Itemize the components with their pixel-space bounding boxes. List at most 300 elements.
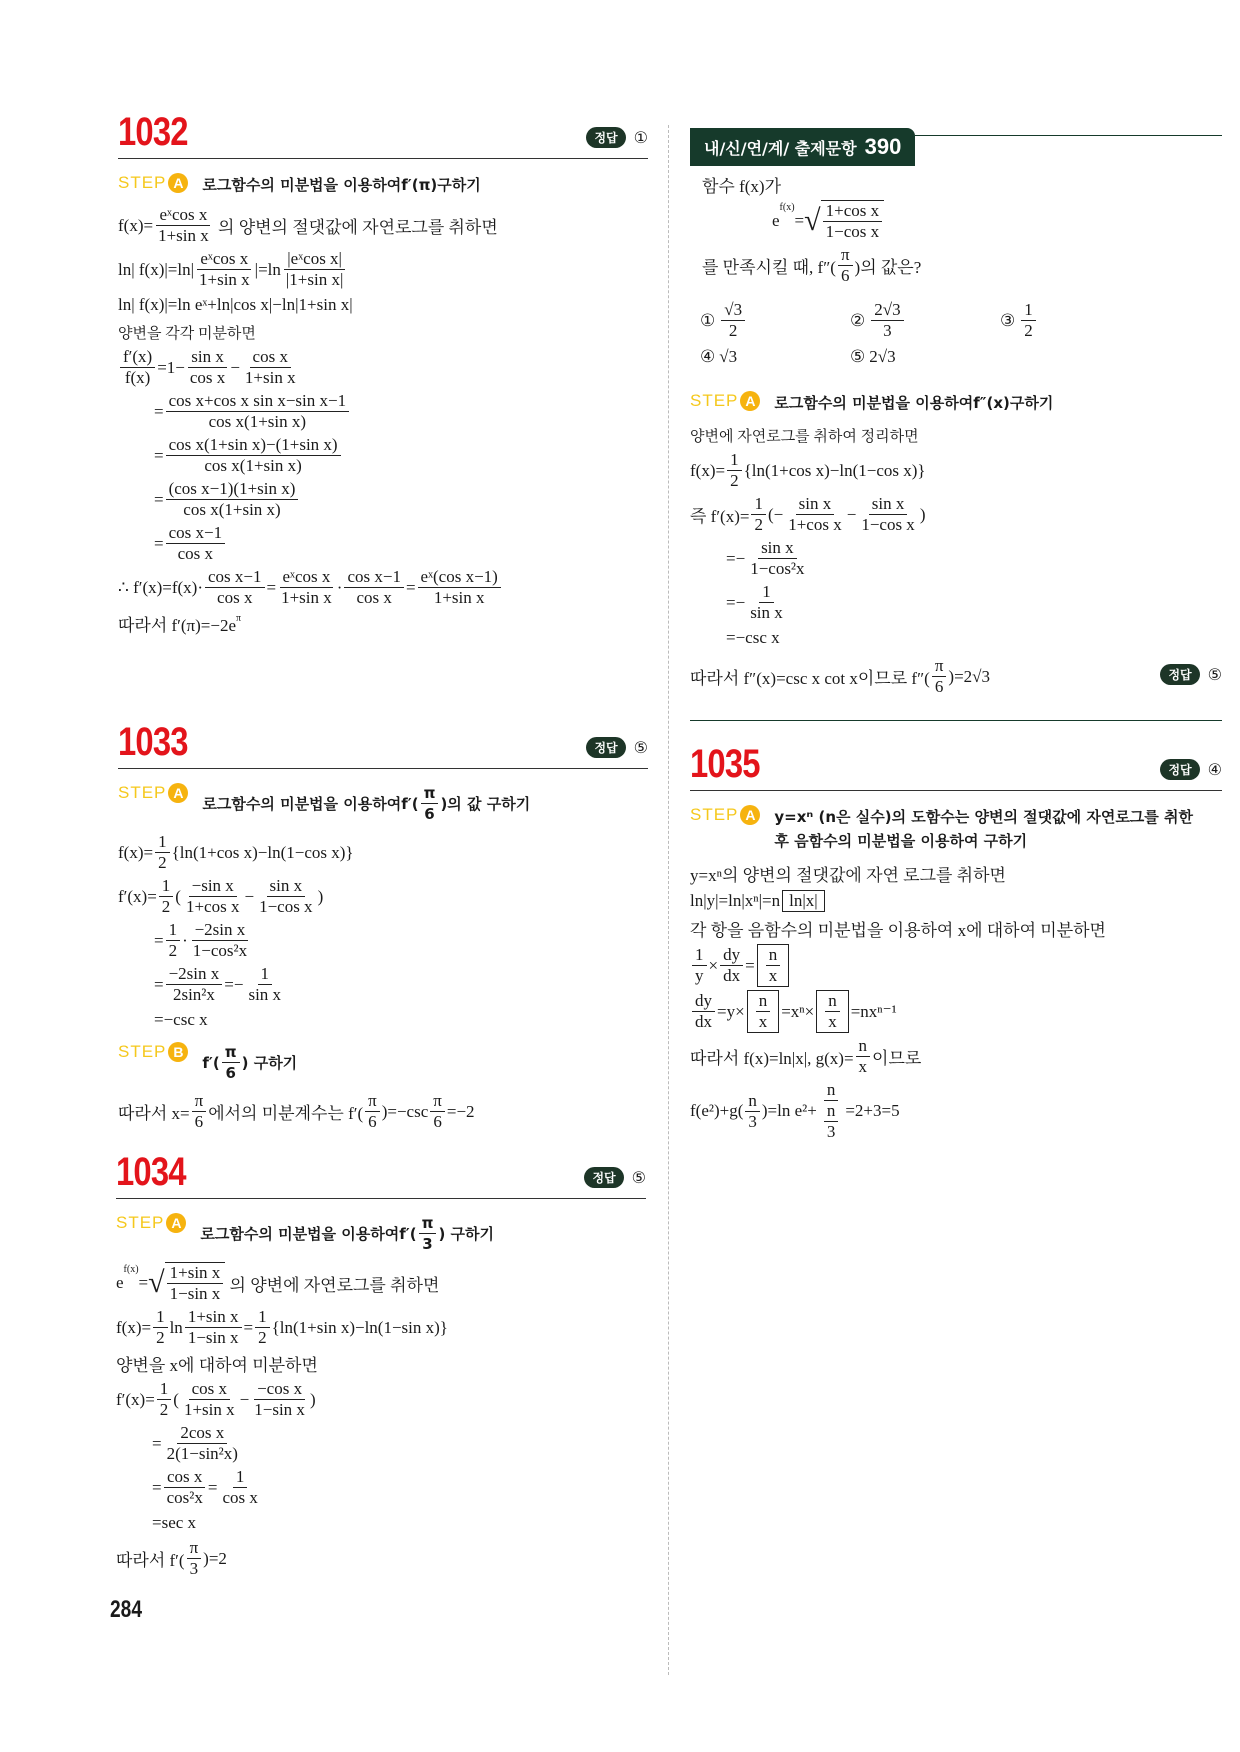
problem-header	[118, 112, 648, 159]
choice-option[interactable]	[850, 347, 1000, 367]
denominator	[819, 1101, 844, 1142]
blank-box	[747, 990, 780, 1033]
problem-number: 1034	[116, 1150, 186, 1194]
math-text: 1−sin x	[187, 1328, 239, 1347]
fraction	[166, 479, 299, 520]
math-text: (−	[767, 504, 784, 524]
math-line	[118, 347, 648, 388]
math-text: 1	[158, 832, 167, 851]
math-line	[690, 889, 1222, 913]
step-letter-icon: A	[740, 391, 760, 411]
numerator	[284, 249, 345, 270]
math-line	[116, 1307, 646, 1348]
square-root	[148, 1262, 225, 1304]
radical-sign: √	[148, 1266, 165, 1299]
step-title	[774, 391, 1053, 415]
math-text: 1	[161, 876, 171, 895]
numerator	[189, 876, 237, 897]
numerator	[1021, 300, 1036, 321]
math-text: )=2	[203, 1548, 227, 1568]
numerator	[197, 249, 251, 270]
solution-1032	[118, 112, 648, 639]
math-text: cos x−1	[208, 567, 262, 586]
radicand	[821, 200, 885, 242]
math-text: |eˣcos x|	[287, 249, 342, 268]
answer	[1160, 664, 1222, 685]
denominator	[196, 270, 253, 290]
denominator	[419, 1234, 435, 1254]
math-line	[690, 861, 1222, 886]
math-text: 로그함수의 미분법을 이용하여	[202, 176, 402, 194]
fraction	[164, 1423, 241, 1464]
fraction	[166, 964, 223, 1005]
denominator	[187, 368, 228, 388]
numerator	[932, 656, 947, 677]
fraction	[421, 783, 439, 824]
solution-1033	[118, 722, 648, 1135]
math-text: −	[230, 357, 240, 377]
math-text: )=ln e²+	[761, 1101, 817, 1120]
fraction	[418, 567, 501, 608]
fraction	[823, 201, 883, 242]
answer-badge: 정답	[1160, 664, 1199, 685]
fraction	[157, 1379, 172, 1420]
math-line	[118, 523, 648, 564]
numerator	[192, 920, 249, 941]
step-title	[202, 173, 480, 197]
denominator	[785, 515, 845, 535]
math-line	[116, 1511, 646, 1535]
denominator	[421, 804, 437, 824]
fraction	[283, 249, 346, 290]
fraction	[745, 1091, 760, 1132]
fraction	[185, 1307, 242, 1348]
math-text: f′(x)	[123, 347, 153, 366]
denominator	[122, 368, 153, 388]
math-text: 양변에 자연로그를 취하여 정리하면	[690, 428, 919, 445]
math-text: 3	[189, 1559, 199, 1578]
math-text: 1	[754, 494, 763, 513]
numerator	[164, 1467, 205, 1488]
math-text: (	[173, 1389, 179, 1409]
math-text: 1	[260, 964, 270, 983]
math-text: 2	[728, 321, 738, 340]
answer-value: ⑤	[633, 738, 648, 757]
numerator	[205, 567, 265, 588]
superscript: f(x)	[123, 1264, 139, 1275]
math-line	[690, 582, 1222, 623]
denominator	[164, 1444, 241, 1464]
math-text: =	[405, 577, 416, 597]
math-text: f′(	[399, 1224, 417, 1243]
solution-body	[118, 783, 648, 1132]
problem-header	[116, 1152, 646, 1199]
step-letter-icon: A	[168, 173, 188, 193]
choice-option[interactable]	[850, 300, 1000, 341]
banner-label	[690, 128, 915, 166]
math-text: 1−cos²x	[750, 559, 805, 578]
denominator	[747, 603, 786, 623]
math-text: =xⁿ×	[781, 1001, 815, 1021]
math-text: 1	[762, 582, 771, 601]
math-text: 따라서 f′(π)=−2e	[118, 616, 237, 635]
math-text: =	[154, 401, 164, 421]
step-heading	[690, 805, 1222, 853]
fraction	[120, 347, 155, 388]
math-line	[702, 172, 1222, 197]
problem-number: 1033	[118, 720, 188, 764]
denominator	[256, 897, 316, 917]
math-text: cos x	[189, 368, 226, 387]
math-text: f′(	[401, 794, 419, 813]
math-text: −2sin x	[194, 920, 246, 939]
step-heading	[118, 1042, 648, 1083]
numerator	[156, 205, 210, 226]
step-label: STEP	[118, 173, 167, 192]
fraction	[196, 249, 253, 290]
fraction	[365, 1091, 380, 1132]
step-label: STEP	[118, 1042, 167, 1061]
math-text: 따라서 f′(	[116, 1551, 185, 1570]
numerator	[258, 964, 273, 985]
math-text: 1	[159, 1379, 169, 1398]
numerator	[250, 347, 291, 368]
choice-option[interactable]	[700, 300, 850, 341]
fraction	[166, 523, 226, 564]
numerator	[166, 435, 341, 456]
math-text: 1−sin x	[254, 1400, 305, 1419]
numerator	[796, 494, 835, 515]
answer-value: ⑤	[1207, 665, 1222, 684]
numerator	[267, 876, 306, 897]
step-letter-icon: A	[166, 1213, 186, 1233]
math-text: )	[309, 1389, 316, 1409]
math-text: {ln(1+cos x)−ln(1−cos x)}	[743, 460, 926, 480]
numerator	[166, 920, 181, 941]
denominator	[932, 677, 947, 697]
math-text: dy	[695, 991, 712, 1010]
math-text: 2	[161, 897, 171, 916]
math-text: π	[423, 784, 436, 802]
math-text: eˣcos x	[282, 567, 331, 586]
math-text: =	[154, 489, 164, 509]
math-text: π	[194, 1091, 204, 1110]
numerator	[192, 1091, 207, 1112]
problem-number: 1032	[118, 110, 188, 154]
choice-mark: ④	[700, 347, 716, 366]
math-line	[118, 205, 648, 246]
math-text: 1	[258, 1307, 267, 1326]
math-text: =sec x	[152, 1513, 197, 1532]
blank-box	[816, 990, 849, 1033]
denominator	[431, 588, 488, 608]
denominator	[155, 853, 170, 873]
question-body	[690, 172, 1222, 286]
math-text: =y×	[717, 1001, 745, 1021]
fraction	[164, 1467, 206, 1508]
numerator	[166, 479, 299, 500]
fraction	[255, 1307, 270, 1348]
denominator	[726, 321, 741, 341]
section-end-rule	[690, 720, 1222, 721]
denominator	[823, 222, 883, 242]
fraction	[155, 205, 212, 246]
denominator	[756, 1012, 771, 1032]
fraction	[205, 567, 265, 608]
numerator	[155, 832, 170, 853]
denominator	[167, 1284, 224, 1304]
math-text: )	[919, 504, 926, 524]
fraction	[819, 1080, 844, 1142]
numerator	[824, 1101, 839, 1122]
denominator	[255, 1328, 270, 1348]
fraction	[344, 567, 404, 608]
math-text: ·	[182, 930, 188, 950]
numerator	[825, 991, 840, 1012]
numerator	[692, 991, 715, 1012]
numerator	[430, 1091, 445, 1112]
math-text: ln|y|=ln|xⁿ|=n	[690, 891, 781, 910]
math-text: y	[695, 966, 704, 985]
choice-option[interactable]	[700, 347, 850, 367]
math-text: cos x(1+sin x)	[183, 500, 281, 519]
math-text: π	[368, 1091, 377, 1110]
fraction	[825, 991, 840, 1032]
math-line	[118, 964, 648, 1005]
math-text: 1+sin x	[183, 1400, 235, 1419]
math-text: 6	[225, 1064, 236, 1082]
numerator	[157, 1379, 172, 1400]
step-label: STEP	[690, 391, 739, 410]
math-text: 따라서 x=	[118, 1104, 190, 1123]
math-line	[116, 1423, 646, 1464]
fraction	[932, 656, 947, 697]
numerator	[177, 1423, 227, 1444]
math-text: cos x(1+sin x)	[208, 412, 307, 431]
math-text: cos²x	[166, 1488, 203, 1507]
math-text: 각 항을 음함수의 미분법을 이용하여 x에 대하여 미분하면	[690, 921, 1106, 940]
denominator	[185, 1328, 242, 1348]
math-text: =nxⁿ⁻¹	[850, 1001, 897, 1021]
solution-1035	[690, 744, 1222, 1145]
math-text: =−	[224, 974, 244, 994]
denominator	[745, 1112, 760, 1132]
math-text: =	[794, 211, 805, 230]
math-text: ln|x|	[789, 891, 818, 910]
math-text: √3	[724, 300, 743, 319]
numerator	[166, 391, 350, 412]
fraction	[278, 567, 335, 608]
fraction	[167, 1263, 224, 1304]
numerator	[167, 1263, 224, 1284]
answer-value: ①	[633, 128, 648, 147]
math-text: n	[858, 1036, 868, 1055]
blank-box	[782, 890, 825, 912]
math-text: n	[826, 1080, 836, 1099]
math-text: sin x	[798, 494, 832, 513]
math-text: −2sin x	[168, 964, 220, 983]
fraction	[242, 347, 299, 388]
math-text: 1−cos x	[825, 222, 880, 241]
math-text: 1−cos x	[861, 515, 915, 534]
numerator	[166, 523, 226, 544]
math-text: e	[772, 211, 780, 230]
math-line	[690, 626, 1222, 650]
math-line	[118, 1008, 648, 1032]
numerator	[222, 1042, 240, 1063]
math-text: cos x	[356, 588, 392, 607]
math-line	[690, 494, 1222, 535]
fraction	[720, 945, 743, 986]
square-root	[804, 200, 884, 242]
math-text: eˣcos x	[200, 249, 249, 268]
numerator	[185, 1307, 242, 1328]
math-text: f(x)	[124, 368, 151, 387]
fraction	[190, 920, 250, 961]
math-text: 따라서 f″(x)=csc x cot x이므로 f″(	[690, 669, 930, 688]
math-text: 6	[934, 677, 944, 696]
math-text: 2	[156, 1328, 165, 1347]
fraction	[692, 945, 707, 986]
math-line	[116, 1538, 646, 1579]
math-text: 구하기	[437, 176, 481, 194]
step-letter-icon: A	[168, 783, 188, 803]
math-text: −	[239, 1389, 250, 1409]
fraction	[183, 876, 243, 917]
denominator	[222, 1063, 238, 1083]
denominator	[155, 226, 212, 246]
numerator	[188, 347, 227, 368]
math-text: dx	[723, 966, 741, 985]
math-text: 2sin²x	[172, 985, 215, 1004]
solution-body	[690, 391, 1222, 650]
fraction	[219, 1467, 260, 1508]
math-text: x	[858, 1057, 868, 1076]
math-line	[690, 656, 990, 697]
math-text: f″(x)	[973, 394, 1010, 412]
math-text: π	[433, 1091, 442, 1110]
answer-value: ④	[1207, 760, 1222, 779]
fraction	[251, 1379, 308, 1420]
math-text: 2	[1024, 321, 1033, 340]
step-letter-icon: A	[740, 805, 760, 825]
math-text: n	[826, 1101, 836, 1120]
math-text: cos x	[222, 1488, 258, 1507]
math-text: =−csc x	[154, 1010, 208, 1029]
denominator	[206, 412, 309, 432]
math-text: =2+3=5	[845, 1101, 900, 1120]
math-text: {ln(1+sin x)−ln(1−sin x)}	[271, 1317, 448, 1337]
numerator	[751, 494, 766, 515]
math-text: 2	[730, 471, 739, 490]
math-line	[116, 1467, 646, 1508]
math-text: )의 값은?	[854, 258, 922, 277]
math-text: n	[828, 991, 837, 1010]
math-text: 의 양변에 자연로그를 취하면	[225, 1275, 440, 1295]
math-text: f(x)=	[118, 842, 154, 862]
denominator	[824, 1122, 839, 1142]
banner	[690, 128, 1222, 166]
math-text: ·	[336, 577, 343, 597]
denominator	[747, 559, 807, 579]
denominator	[166, 941, 181, 961]
math-text: =	[266, 577, 277, 597]
math-text: ) 구하기	[241, 1053, 298, 1072]
math-line	[118, 832, 648, 873]
denominator	[751, 515, 766, 535]
math-text: π	[421, 1214, 434, 1232]
math-text: 를 만족시킬 때, f″(	[702, 258, 836, 277]
denominator	[692, 966, 707, 986]
math-text: 1+sin x	[198, 270, 250, 289]
radicand	[165, 1262, 226, 1304]
math-text: 6	[194, 1112, 204, 1131]
denominator	[181, 1400, 238, 1420]
math-text: =	[154, 930, 164, 950]
denominator	[242, 368, 299, 388]
math-text: cos x(1+sin x)	[204, 456, 302, 475]
numerator	[120, 347, 155, 368]
math-text: sin x	[761, 538, 794, 557]
math-text: 1+cos x	[825, 201, 880, 220]
math-text: =1−	[157, 357, 185, 377]
numerator	[869, 494, 908, 515]
fraction	[824, 1101, 839, 1142]
math-text: cos x+cos x sin x−sin x−1	[168, 391, 347, 410]
choice-option[interactable]	[1000, 300, 1150, 341]
numerator	[758, 538, 797, 559]
math-text: 6	[424, 805, 435, 823]
math-text: 1	[168, 920, 178, 939]
denominator	[170, 985, 218, 1005]
answer-badge: 정답	[586, 127, 625, 148]
page-number: 284	[110, 1596, 143, 1623]
math-text: 2(1−sin²x)	[166, 1444, 238, 1463]
math-text: 3	[422, 1235, 433, 1253]
fraction	[187, 1538, 202, 1579]
math-text: cos x	[217, 588, 253, 607]
math-text: f(x)=	[116, 1317, 152, 1337]
fraction	[692, 991, 715, 1032]
fraction	[785, 494, 845, 535]
fraction	[256, 876, 316, 917]
math-text: π	[840, 245, 850, 264]
numerator	[255, 1307, 270, 1328]
math-text: 1+sin x	[433, 588, 485, 607]
fraction	[858, 494, 918, 535]
banner-rule	[915, 135, 1222, 136]
math-text: 1+sin x	[281, 588, 332, 607]
math-line	[118, 293, 648, 317]
math-text: 1−sin x	[169, 1284, 221, 1303]
fraction	[181, 1379, 238, 1420]
fraction	[747, 538, 807, 579]
math-text: 1+sin x	[158, 226, 209, 245]
fraction	[747, 582, 786, 623]
numerator	[871, 300, 903, 321]
numerator	[824, 1080, 839, 1101]
numerator	[344, 567, 404, 588]
math-text: 양변을 x에 대하여 미분하면	[116, 1356, 318, 1375]
math-text: π	[934, 656, 944, 675]
fraction	[871, 300, 903, 341]
math-text: 2	[158, 853, 167, 872]
math-text: n	[748, 1090, 757, 1110]
math-text: eˣcos x	[159, 205, 208, 224]
step-label: STEP	[690, 805, 739, 824]
step-label: STEP	[116, 1213, 165, 1232]
math-text: 1+cos x	[788, 515, 842, 534]
